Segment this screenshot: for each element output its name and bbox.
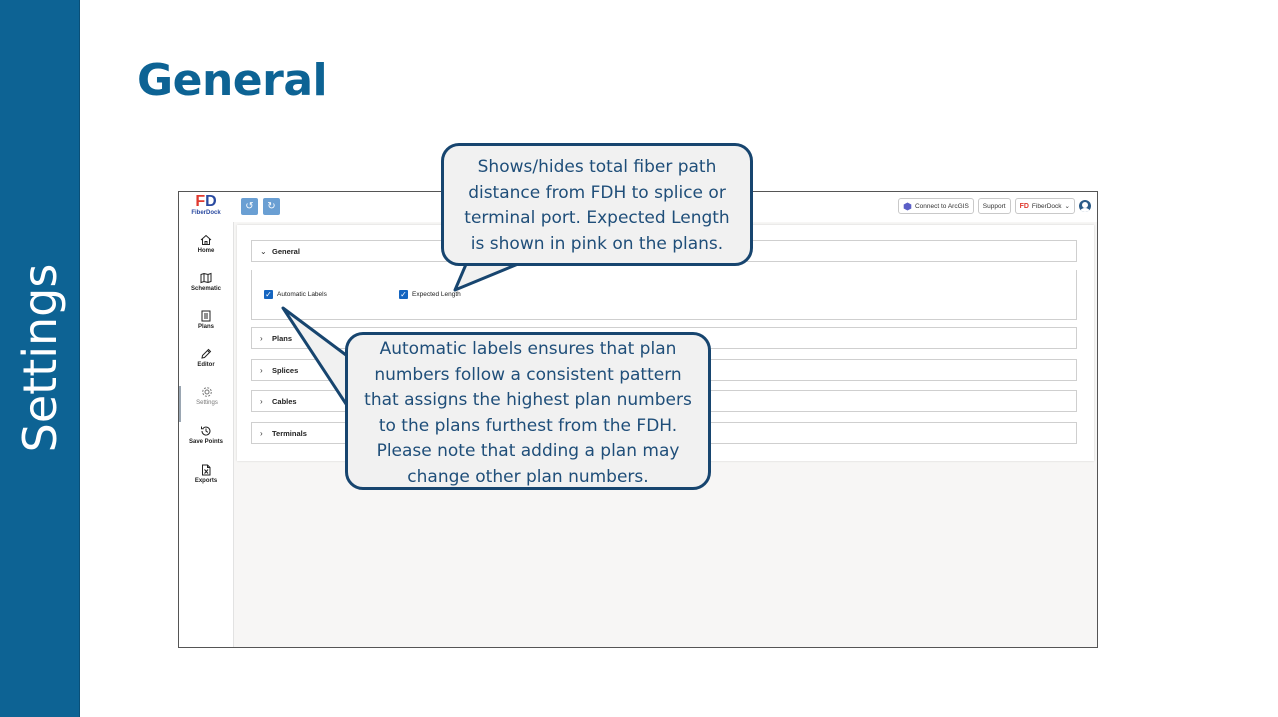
chevron-down-icon: ⌄ <box>260 246 267 256</box>
checkbox-checked-icon: ✓ <box>400 290 407 299</box>
chevron-down-icon: ⌄ <box>1064 203 1070 210</box>
side-label: Settings <box>13 263 67 453</box>
callout-line: numbers follow a consistent pattern <box>374 364 682 385</box>
automatic-labels-callout <box>345 332 711 490</box>
callout-line: Shows/hides total fiber path <box>477 157 717 177</box>
callout-line: that assigns the highest plan numbers <box>364 390 692 410</box>
nav-label: Home <box>197 248 215 254</box>
callout-line: Please note that adding a plan may <box>376 441 680 461</box>
undo-button[interactable]: ↺ <box>241 198 258 215</box>
expected-length-callout <box>441 143 753 266</box>
redo-button[interactable]: ↻ <box>263 198 280 215</box>
section-label: Terminals <box>272 428 307 438</box>
checkbox-label: Automatic Labels <box>277 291 327 298</box>
chevron-right-icon: › <box>260 365 263 375</box>
nav-label: Save Points <box>188 439 223 445</box>
chevron-right-icon: › <box>260 396 263 406</box>
section-label: Plans <box>272 333 293 343</box>
checkbox-checked-icon: ✓ <box>265 290 272 299</box>
callout-line: Automatic labels ensures that plan <box>379 339 677 359</box>
logo-name: FiberDock <box>191 210 221 216</box>
slide-title: General <box>137 55 328 106</box>
chevron-right-icon: › <box>260 428 263 438</box>
callout-line: to the plans furthest from the FDH. <box>378 415 678 436</box>
logo-d: D <box>205 193 217 210</box>
section-label: Cables <box>272 396 297 406</box>
logo-f: F <box>195 193 206 210</box>
checkbox-label: Expected Length <box>412 291 461 298</box>
connect-arcgis-label: Connect to ArcGIS <box>914 202 969 210</box>
automatic-labels-pointer <box>283 308 350 410</box>
nav-label: Editor <box>197 362 215 368</box>
nav-label: Schematic <box>190 286 221 292</box>
section-label: General <box>272 246 300 256</box>
section-label: Splices <box>272 365 299 375</box>
support-button[interactable]: Support <box>978 198 1011 214</box>
expected-length-pointer <box>455 262 523 290</box>
callout-line: terminal port. Expected Length <box>464 208 730 228</box>
nav-label: Plans <box>197 324 214 330</box>
org-logo: FD <box>1019 202 1029 210</box>
nav-label: Exports <box>194 478 218 484</box>
callout-line: is shown in pink on the plans. <box>470 233 724 254</box>
callout-line: distance from FDH to splice or <box>468 182 726 203</box>
callout-line: change other plan numbers. <box>407 466 649 487</box>
nav-label: Settings <box>196 400 218 406</box>
org-name: FiberDock <box>1031 202 1062 210</box>
chevron-right-icon: › <box>260 333 263 343</box>
